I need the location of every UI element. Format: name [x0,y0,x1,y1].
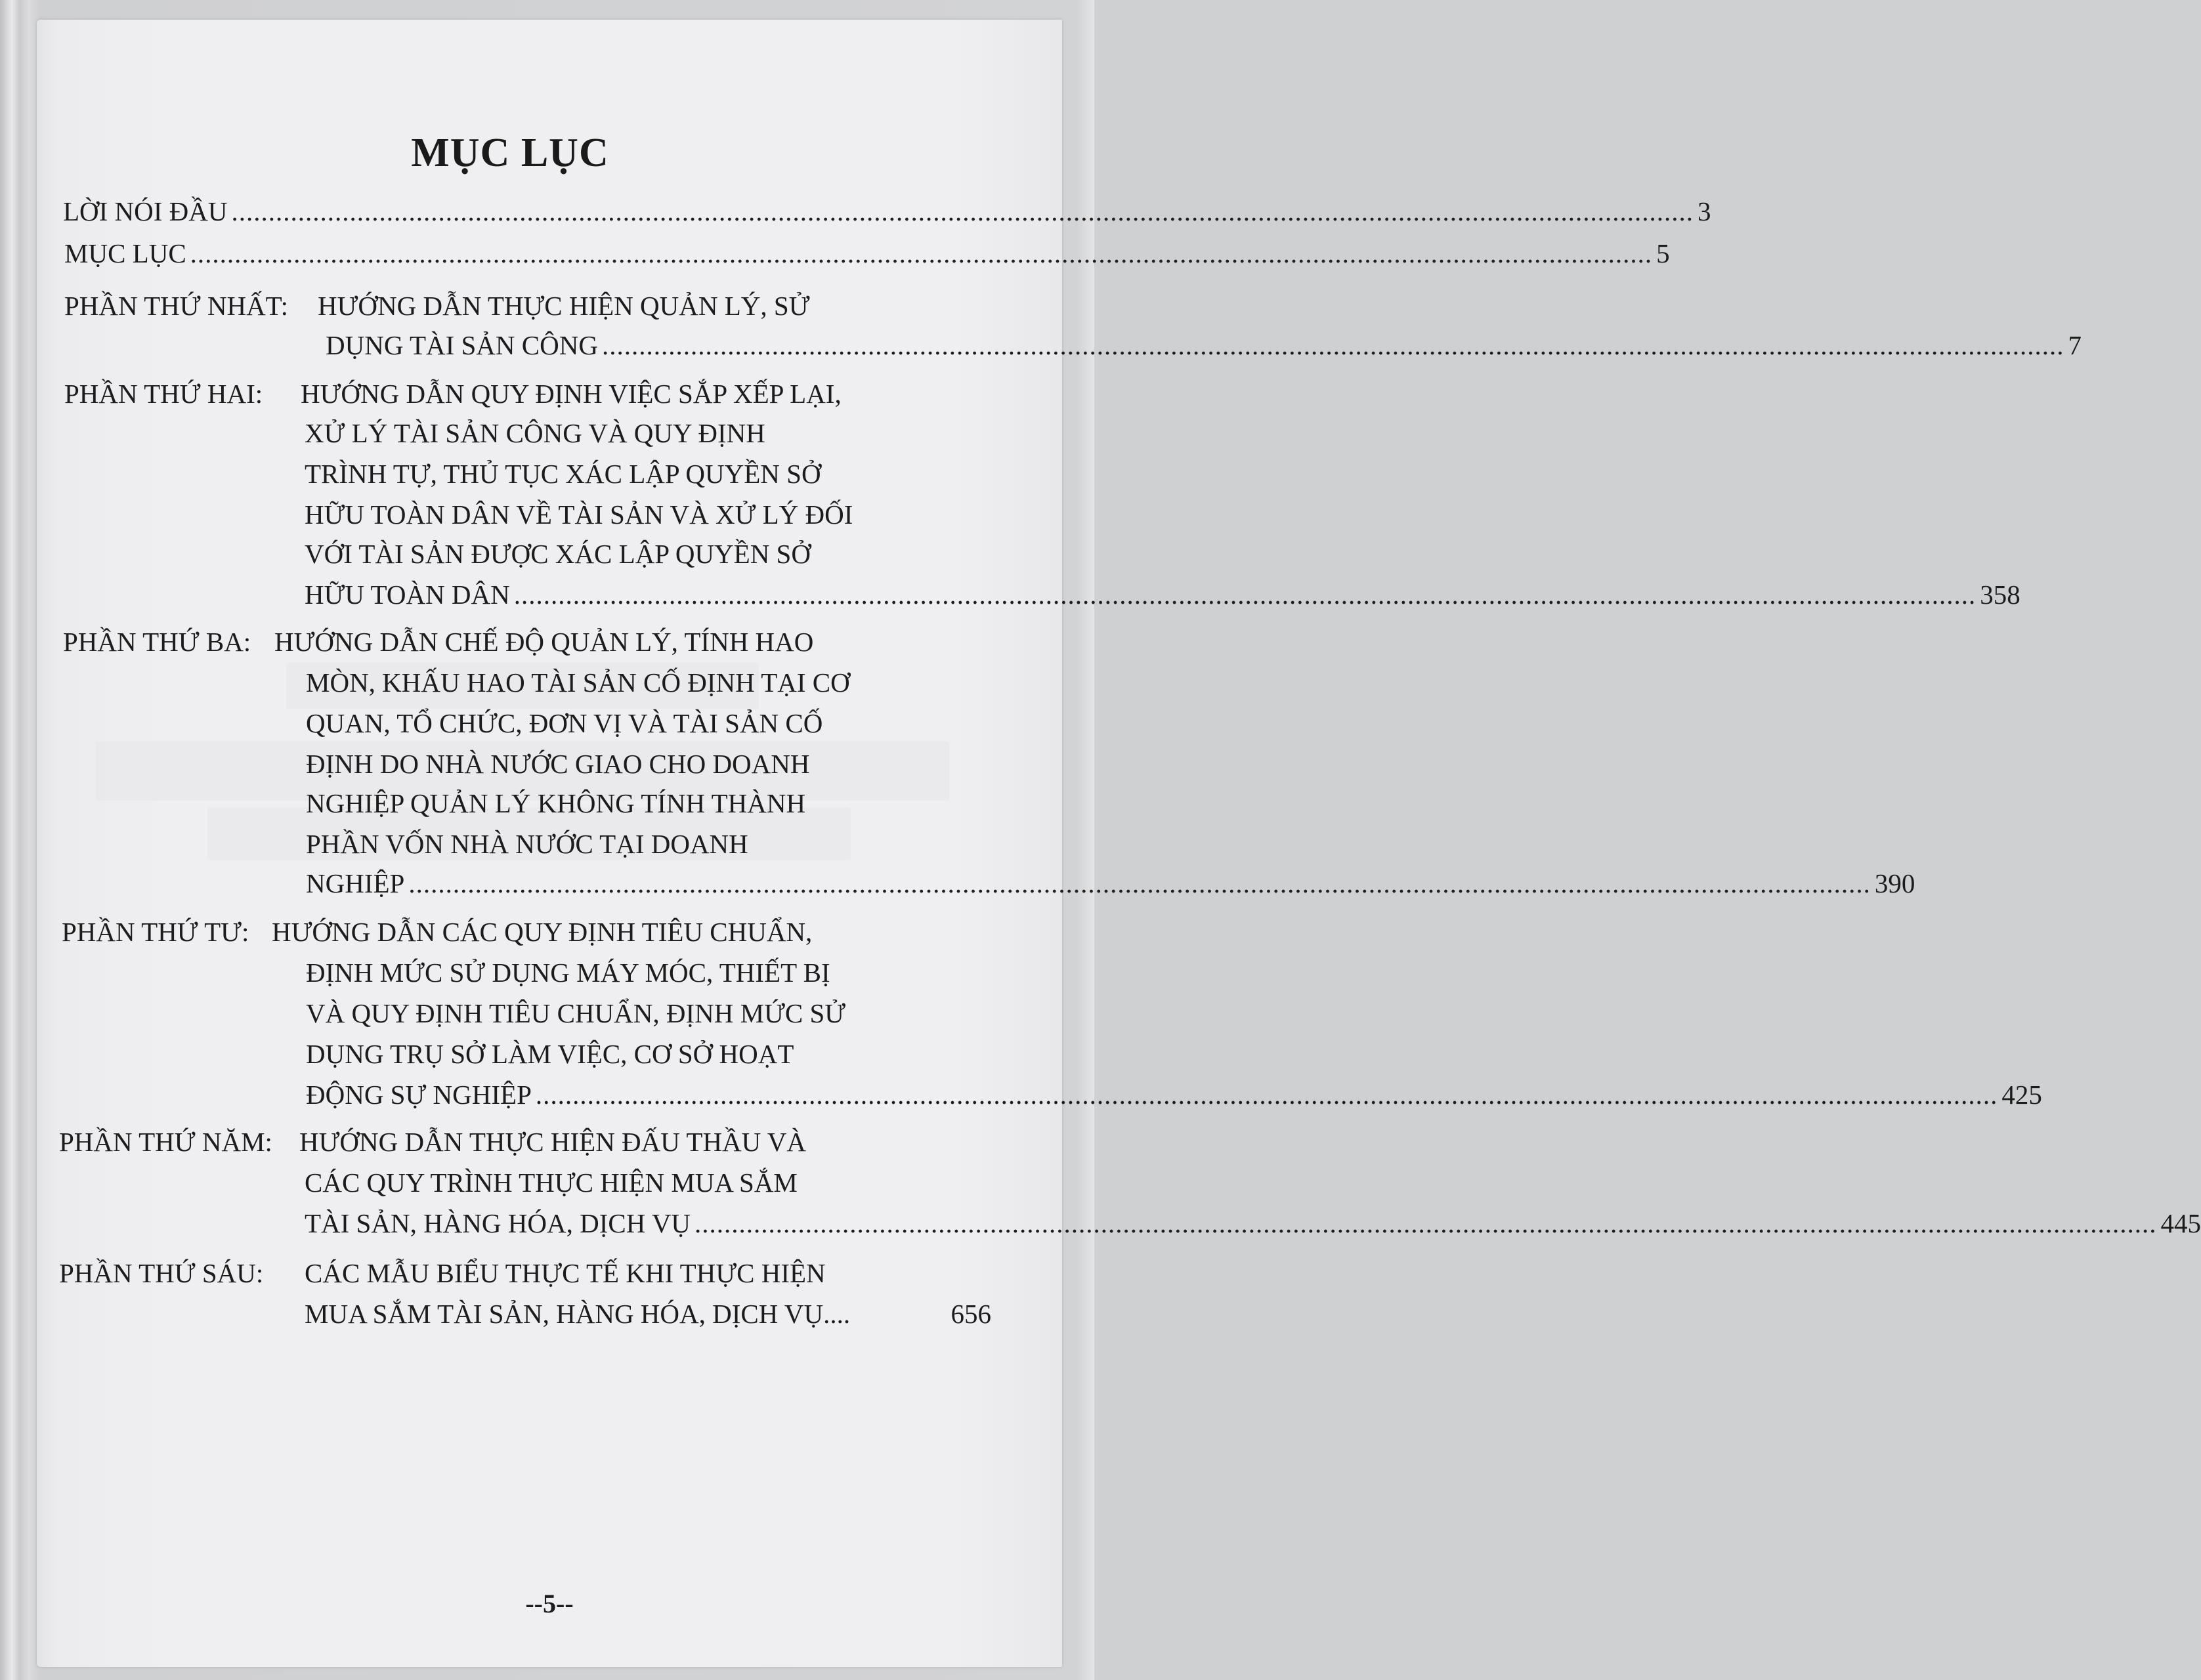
book-page [37,20,2201,1667]
toc-page-number: 5 [1656,238,1670,268]
toc-part-line: TÀI SẢN, HÀNG HÓA, DỊCH VỤ [305,1208,691,1238]
toc-part-line: HỮU TOÀN DÂN [305,579,510,610]
toc-part-last-line [305,1208,2201,1238]
toc-part-line: MUA SẮM TÀI SẢN, HÀNG HÓA, DỊCH VỤ.... [305,1299,851,1329]
toc-entry-foreword [63,196,1711,226]
toc-part-line: XỬ LÝ TÀI SẢN CÔNG VÀ QUY ĐỊNH [305,418,765,448]
toc-page-number: 656 [951,1299,991,1329]
toc-leader-dots: ...................................................................................................................................................................................................... [535,1080,1998,1110]
toc-part-last-line [305,1301,991,1328]
toc-part-line: VỚI TÀI SẢN ĐƯỢC XÁC LẬP QUYỀN SỞ [305,539,811,569]
toc-leader-dots: ...................................................................................................................................................................................................... [601,330,2064,360]
toc-part-last-line [305,579,2020,610]
toc-part-line: PHẦN VỐN NHÀ NƯỚC TẠI DOANH [306,829,748,859]
toc-leader-dots: ...................................................................................................................................................................................................... [231,196,1694,226]
toc-leader-dots: ...................................................................................................................................................................................................... [513,579,1977,610]
toc-part-prefix: PHẦN THỨ NĂM: [59,1127,272,1157]
toc-part-line: ĐỘNG SỰ NGHIỆP [306,1080,532,1110]
toc-part-last-line [306,868,1915,898]
toc-part-line: ĐỊNH MỨC SỬ DỤNG MÁY MÓC, THIẾT BỊ [306,957,830,988]
toc-page-number: 3 [1698,196,1711,226]
toc-part-line: ĐỊNH DO NHÀ NƯỚC GIAO CHO DOANH [306,749,810,779]
toc-part-line: HƯỚNG DẪN CÁC QUY ĐỊNH TIÊU CHUẨN, [272,917,813,947]
toc-part-prefix: PHẦN THỨ HAI: [64,379,263,409]
page-title: MỤC LỤC [411,131,609,175]
toc-part-line: TRÌNH TỰ, THỦ TỤC XÁC LẬP QUYỀN SỞ [305,459,821,489]
toc-part-line: HƯỚNG DẪN THỰC HIỆN QUẢN LÝ, SỬ [318,291,810,321]
toc-entry-label: LỜI NÓI ĐẦU [63,196,228,226]
toc-part-last-line [326,330,2082,360]
toc-part-line: DỤNG TRỤ SỞ LÀM VIỆC, CƠ SỞ HOẠT [306,1039,794,1069]
toc-leader-dots: ...................................................................................................................................................................................................... [190,238,1653,268]
toc-part-line: NGHIỆP [306,868,405,898]
toc-entry-contents [64,238,1670,268]
toc-part-prefix: PHẦN THỨ NHẤT: [64,291,289,321]
toc-part-prefix: PHẦN THỨ TƯ: [62,917,249,947]
toc-part-line: HỮU TOÀN DÂN VỀ TÀI SẢN VÀ XỬ LÝ ĐỐI [305,499,853,530]
toc-page-number: 390 [1874,868,1915,898]
page-footer-number: --5-- [525,1589,574,1618]
toc-part-line: DỤNG TÀI SẢN CÔNG [326,330,598,360]
toc-part-line: CÁC QUY TRÌNH THỰC HIỆN MUA SẮM [305,1167,798,1198]
toc-part-line: HƯỚNG DẪN CHẾ ĐỘ QUẢN LÝ, TÍNH HAO [274,627,814,657]
toc-entry-label: MỤC LỤC [64,238,186,268]
toc-part-line: QUAN, TỔ CHỨC, ĐƠN VỊ VÀ TÀI SẢN CỐ [306,708,823,738]
toc-leader-dots: ...................................................................................................................................................................................................... [408,868,1871,898]
toc-part-line: VÀ QUY ĐỊNH TIÊU CHUẨN, ĐỊNH MỨC SỬ [306,998,846,1028]
toc-page-number: 7 [2068,330,2082,360]
toc-part-last-line [306,1080,2042,1110]
toc-part-line: HƯỚNG DẪN QUY ĐỊNH VIỆC SẮP XẾP LẠI, [301,379,842,409]
toc-part-line: NGHIỆP QUẢN LÝ KHÔNG TÍNH THÀNH [306,788,806,818]
toc-page-number: 425 [2001,1080,2042,1110]
toc-part-line: HƯỚNG DẪN THỰC HIỆN ĐẤU THẦU VÀ [299,1127,806,1157]
toc-part-prefix: PHẦN THỨ SÁU: [59,1258,264,1288]
toc-part-prefix: PHẦN THỨ BA: [63,627,251,657]
toc-part-line: MÒN, KHẤU HAO TÀI SẢN CỐ ĐỊNH TẠI CƠ [306,667,850,698]
toc-page-number: 445 [2160,1208,2201,1238]
toc-page-number: 358 [1980,579,2020,610]
toc-part-line: CÁC MẪU BIỂU THỰC TẾ KHI THỰC HIỆN [305,1258,826,1288]
toc-leader-dots: ...................................................................................................................................................................................................... [694,1208,2157,1238]
